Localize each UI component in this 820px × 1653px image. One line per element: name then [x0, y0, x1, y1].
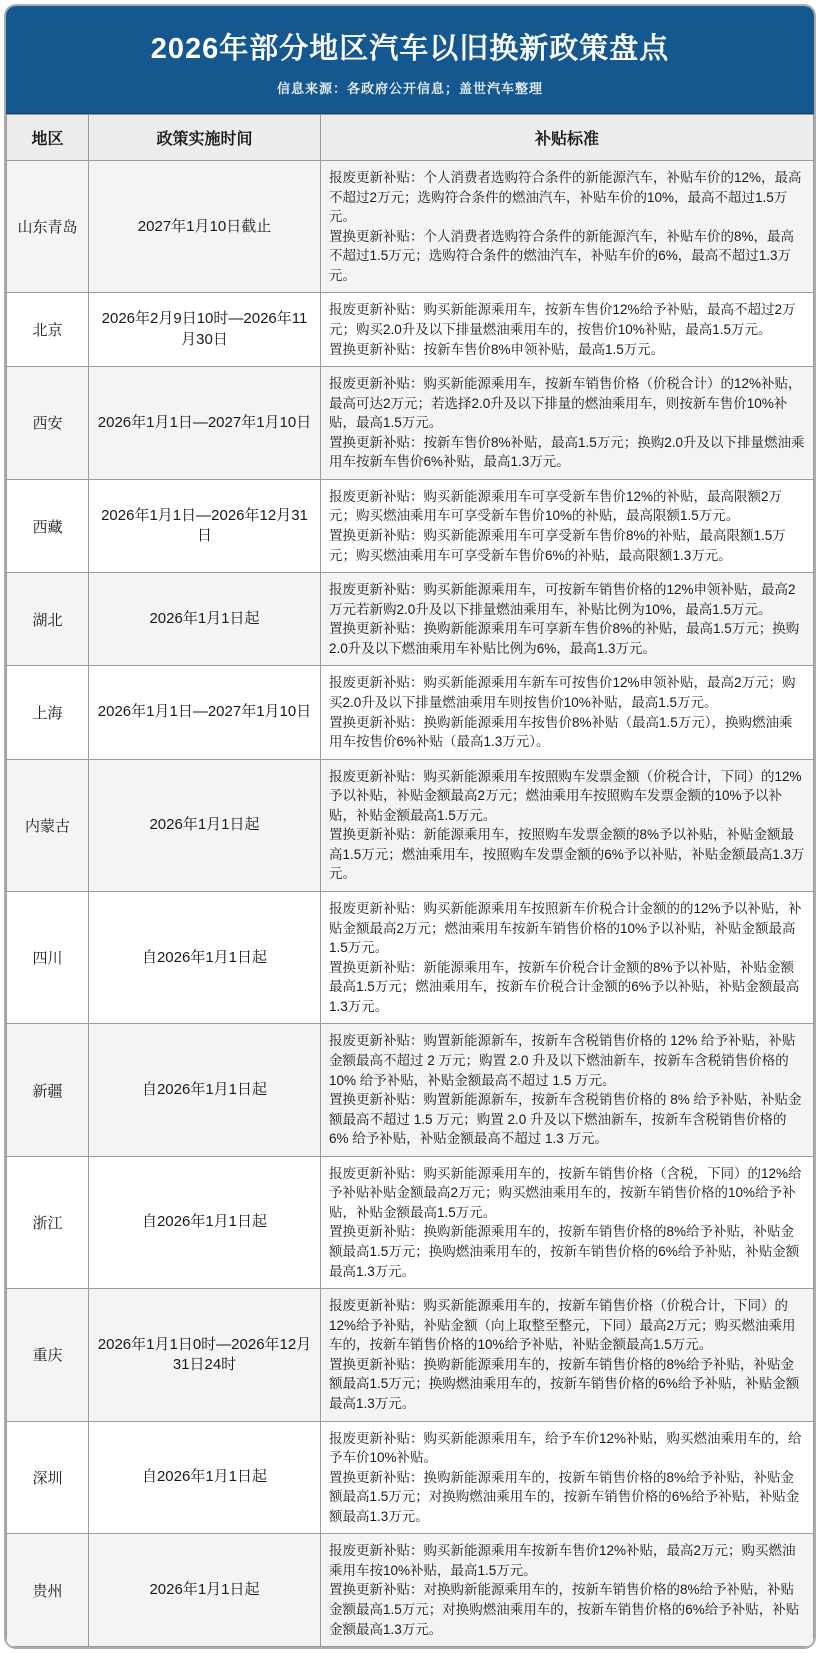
- standard-cell: [321, 367, 814, 480]
- period-cell: 2026年1月1日—2027年1月10日: [89, 666, 321, 759]
- period-cell: 2026年1月1日起: [89, 573, 321, 666]
- period-cell: 2026年2月9日10时—2026年11月30日: [89, 293, 321, 367]
- period-cell: 自2026年1月1日起: [89, 1024, 321, 1156]
- standard-cell: [321, 161, 814, 293]
- region-cell: 四川: [7, 892, 89, 1024]
- region-cell: 新疆: [7, 1024, 89, 1156]
- region-cell: 北京: [7, 293, 89, 367]
- period-cell: 2026年1月1日—2026年12月31日: [89, 479, 321, 572]
- region-cell: 上海: [7, 666, 89, 759]
- exchange-subsidy-text: 置换更新补贴：个人消费者选购符合条件的新能源汽车，补贴车价的8%，最高不超过1.5万元；选购符合条件的燃油汽车，补贴车价的6%，最高不超过1.3万元。: [329, 228, 795, 283]
- exchange-subsidy-text: 置换更新补贴：换购新能源乘用车的，按新车销售价格的8%给予补贴，补贴金额最高1.5万元；对换购燃油乘用车的，按新车销售价格的6%给予补贴，补贴金额最高1.3万元。: [329, 1469, 800, 1524]
- period-cell: 2026年1月1日—2027年1月10日: [89, 367, 321, 480]
- scrap-subsidy-text: 报废更新补贴：购买新能源乘用车按新车售价12%补贴，最高2万元；购买燃油乘用车按10%补贴，最高1.5万元。: [329, 1543, 796, 1578]
- table-row: [7, 759, 814, 891]
- exchange-subsidy-text: 置换更新补贴：购买新能源乘用车可享受新车售价8%的补贴，最高限额1.5万元；购买燃油乘用车可享受新车售价6%的补贴，最高限额1.3万元。: [329, 528, 786, 563]
- col-header-period: 政策实施时间: [89, 115, 321, 161]
- standard-cell: [321, 1421, 814, 1534]
- standard-cell: [321, 1289, 814, 1421]
- scrap-subsidy-text: 报废更新补贴：购买新能源乘用车的，按新车销售价格（价税合计，下同）的12%给予补贴，补贴金额（向上取整至整元，下同）最高2万元；购买燃油乘用车的，按新车销售价格的10%给予补贴，补贴金额最高1.5万元。: [329, 1298, 796, 1353]
- policy-card: [4, 4, 816, 1649]
- scrap-subsidy-text: 报废更新补贴：购买新能源乘用车，按新车销售价格（价税合计）的12%补贴，最高可达2万元；若选择2.0升及以下排量的燃油乘用车，则按新车售价10%补贴，最高1.5万元。: [329, 376, 802, 431]
- scrap-subsidy-text: 报废更新补贴：购买新能源乘用车，按新车售价12%给予补贴，最高不超过2万元；购买2.0升及以下排量燃油乘用车的，按售价10%补贴，最高1.5万元。: [329, 302, 796, 337]
- table-row: [7, 367, 814, 480]
- table-row: [7, 573, 814, 666]
- scrap-subsidy-text: 报废更新补贴：购买新能源乘用车可享受新车售价12%的补贴，最高限额2万元；购买燃油乘用车可享受新车售价10%的补贴，最高限额1.5万元。: [329, 488, 783, 524]
- exchange-subsidy-text: 置换更新补贴：对换购新能源乘用车的，按新车销售价格的8%给予补贴，补贴金额最高1.5万元；对换购燃油乘用车的，按新车销售价格的6%给予补贴，补贴金额最高1.3万元。: [329, 1582, 800, 1637]
- scrap-subsidy-text: 报废更新补贴：购买新能源乘用车新车可按售价12%申领补贴，最高2万元；购买2.0升及以下排量燃油乘用车则按售价10%补贴，最高1.5万元。: [329, 675, 796, 710]
- table-row: [7, 293, 814, 367]
- scrap-subsidy-text: 报废更新补贴：购置新能源新车，按新车含税销售价格的 12% 给予补贴，补贴金额最高不超过 2 万元；购置 2.0 升及以下燃油新车，按新车含税销售价格的 10% 给予补贴，补贴金额最高不超过 1.5 万元。: [329, 1033, 796, 1088]
- header-row: [7, 115, 814, 161]
- exchange-subsidy-text: 置换更新补贴：换购新能源乘用车按售价8%补贴（最高1.5万元），换购燃油乘用车按售价6%补贴（最高1.3万元）。: [329, 714, 793, 750]
- col-header-region: 地区: [7, 115, 89, 161]
- exchange-subsidy-text: 置换更新补贴：换购新能源乘用车的，按新车销售价格的8%给予补贴，补贴金额最高1.5万元；换购燃油乘用车的，按新车销售价格的6%给予补贴，补贴金额最高1.3万元。: [329, 1356, 800, 1411]
- table-row: [7, 1024, 814, 1156]
- page-title: 2026年部分地区汽车以旧换新政策盘点: [150, 33, 670, 65]
- scrap-subsidy-text: 报废更新补贴：个人消费者选购符合条件的新能源汽车，补贴车价的12%，最高不超过2万元；选购符合条件的燃油汽车，补贴车价的10%，最高不超过1.5万元。: [329, 170, 802, 225]
- region-cell: 西藏: [7, 479, 89, 572]
- region-cell: 内蒙古: [7, 759, 89, 891]
- exchange-subsidy-text: 置换更新补贴：换购新能源乘用车的，按新车销售价格的8%给予补贴，补贴金额最高1.5万元；换购燃油乘用车的，按新车销售价格的6%给予补贴，补贴金额最高1.3万元。: [329, 1224, 800, 1279]
- standard-cell: [321, 479, 814, 572]
- table-row: [7, 479, 814, 572]
- exchange-subsidy-text: 置换更新补贴：按新车售价8%申领补贴，最高1.5万元。: [329, 341, 665, 357]
- region-cell: 重庆: [7, 1289, 89, 1421]
- scrap-subsidy-text: 报废更新补贴：购买新能源乘用车按照购车发票金额（价税合计，下同）的12%予以补贴，补贴金额最高2万元；燃油乘用车按照购车发票金额的10%予以补贴，补贴金额最高1.5万元。: [329, 768, 802, 823]
- standard-cell: [321, 759, 814, 891]
- exchange-subsidy-text: 置换更新补贴：按新车售价8%补贴，最高1.5万元；换购2.0升及以下排量燃油乘用车按新车售价6%补贴，最高1.3万元。: [329, 434, 805, 470]
- table-row: [7, 161, 814, 293]
- period-cell: 2026年1月1日起: [89, 1534, 321, 1647]
- standard-cell: [321, 293, 814, 367]
- col-header-standard: 补贴标准: [321, 115, 814, 161]
- period-cell: 2026年1月1日起: [89, 759, 321, 891]
- policy-table: [6, 114, 814, 1647]
- region-cell: 贵州: [7, 1534, 89, 1647]
- region-cell: 山东青岛: [7, 161, 89, 293]
- exchange-subsidy-text: 置换更新补贴：购置新能源新车，按新车含税销售价格的 8% 给予补贴，补贴金额最高不超过 1.5 万元；购置 2.0 升及以下燃油新车，按新车含税销售价格的 6% 给予补贴，补贴金额最高不超过 1.3 万元。: [329, 1092, 802, 1147]
- region-cell: 湖北: [7, 573, 89, 666]
- standard-cell: [321, 573, 814, 666]
- exchange-subsidy-text: 置换更新补贴：换购新能源乘用车可享新车售价8%的补贴，最高1.5万元；换购2.0升及以下燃油乘用车补贴比例为6%，最高1.3万元。: [329, 621, 800, 656]
- region-cell: 深圳: [7, 1421, 89, 1534]
- table-row: [7, 892, 814, 1024]
- period-cell: 自2026年1月1日起: [89, 1156, 321, 1288]
- region-cell: 浙江: [7, 1156, 89, 1288]
- standard-cell: [321, 1156, 814, 1288]
- period-cell: 2027年1月10日截止: [89, 161, 321, 293]
- table-row: [7, 1421, 814, 1534]
- standard-cell: [321, 1024, 814, 1156]
- table-row: [7, 666, 814, 759]
- table-row: [7, 1289, 814, 1421]
- period-cell: 自2026年1月1日起: [89, 1421, 321, 1534]
- table-row: [7, 1534, 814, 1647]
- standard-cell: [321, 892, 814, 1024]
- standard-cell: [321, 666, 814, 759]
- table-row: [7, 1156, 814, 1288]
- period-cell: 自2026年1月1日起: [89, 892, 321, 1024]
- standard-cell: [321, 1534, 814, 1647]
- scrap-subsidy-text: 报废更新补贴：购买新能源乘用车，给予车价12%补贴，购买燃油乘用车的，给予车价10%补贴。: [329, 1430, 802, 1466]
- table-body: [7, 161, 814, 1647]
- scrap-subsidy-text: 报废更新补贴：购买新能源乘用车的，按新车销售价格（含税，下同）的12%给予补贴补贴金额最高2万元；购买燃油乘用车的，按新车销售价格的10%给予补贴，补贴金额最高1.5万元。: [329, 1165, 802, 1220]
- source-note: 信息来源：各政府公开信息；盖世汽车整理: [276, 81, 543, 96]
- scrap-subsidy-text: 报废更新补贴：购买新能源乘用车按照新车价税合计金额的的12%予以补贴，补贴金额最高2万元；燃油乘用车按新车销售价格的10%予以补贴，补贴金额最高1.5万元。: [329, 901, 802, 956]
- scrap-subsidy-text: 报废更新补贴：购买新能源乘用车，可按新车销售价格的12%申领补贴，最高2万元若新购2.0升及以下排量燃油乘用车，补贴比例为10%，最高1.5万元。: [329, 582, 796, 617]
- period-cell: 2026年1月1日0时—2026年12月31日24时: [89, 1289, 321, 1421]
- banner: [6, 6, 814, 114]
- region-cell: 西安: [7, 367, 89, 480]
- exchange-subsidy-text: 置换更新补贴：新能源乘用车，按新车价税合计金额的8%予以补贴，补贴金额最高1.5万元；燃油乘用车，按新车价税合计金额的6%予以补贴，补贴金额最高1.3万元。: [329, 959, 800, 1014]
- exchange-subsidy-text: 置换更新补贴：新能源乘用车，按照购车发票金额的8%予以补贴，补贴金额最高1.5万元；燃油乘用车，按照购车发票金额的6%予以补贴，补贴金额最高1.3万元。: [329, 827, 805, 882]
